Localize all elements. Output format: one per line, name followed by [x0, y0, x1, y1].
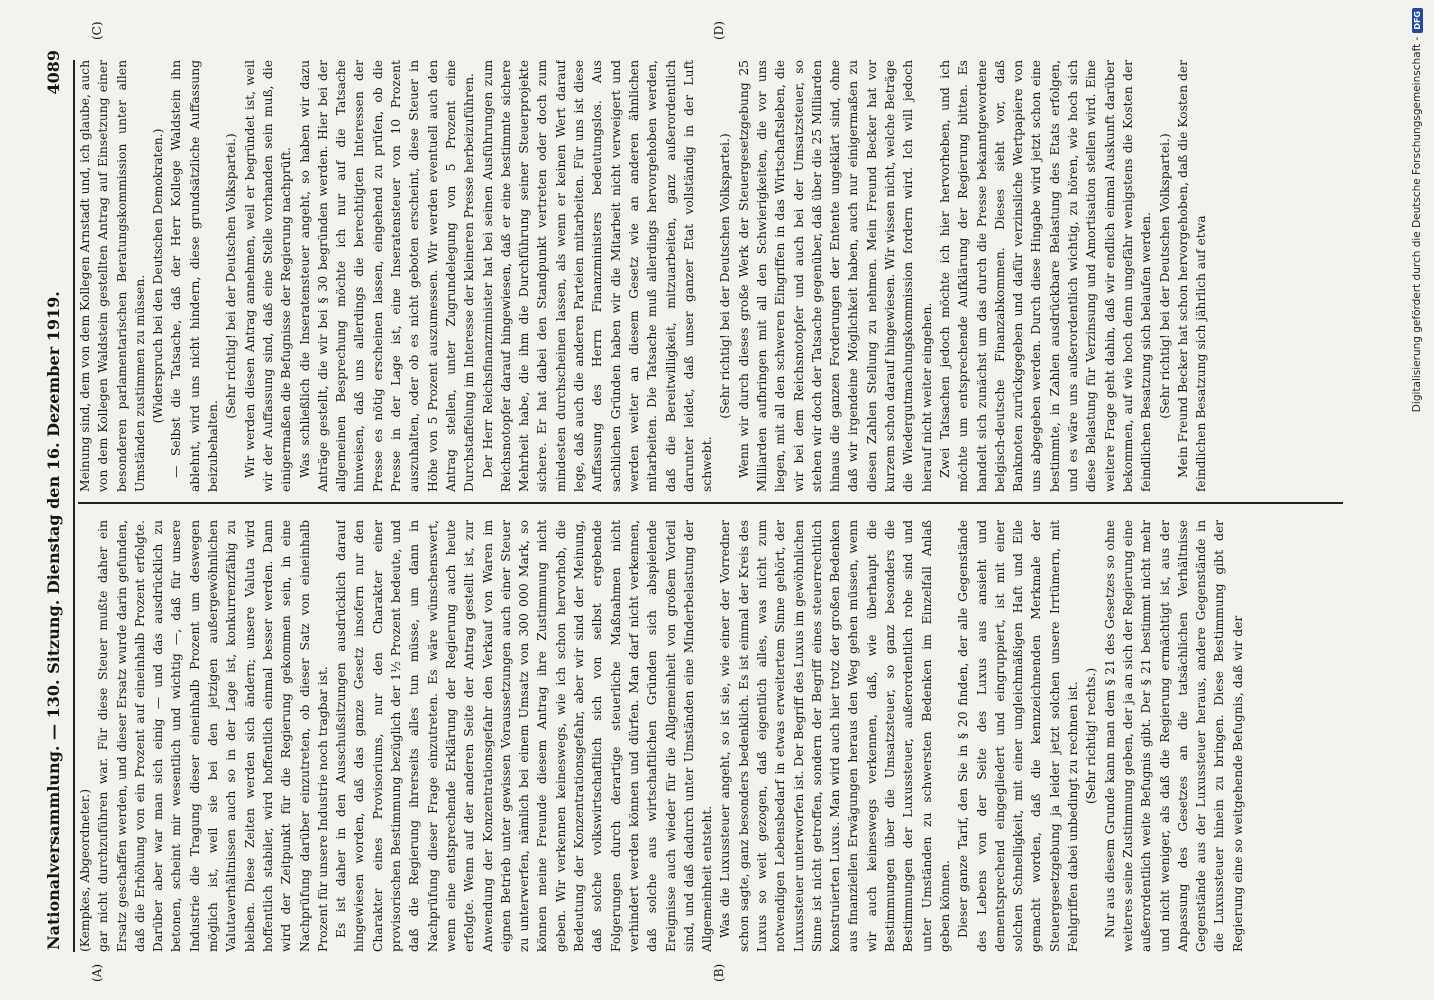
paragraph: Der Herr Reichsfinanzminister hat bei seinen Ausführungen zum Reichsnotopfer darauf hingewiesen, daß er eine bestimmte sichere Mehrheit habe, die ihm die Durchführung seiner Steuerprojekte sichere. Er hat dabei den Standpunkt vertreten oder doch zum mindesten durchscheinen lassen, als wenn er keinen Wert darauf lege, daß auch die anderen Parteien mitarbeiten. Für uns ist diese Auffassung des Herrn Finanzministers bedeutungslos. Aus sachlichen Gründen haben wir die Mitarbeit nicht verweigert und werden weiter an diesem Gesetz wie an anderen ähnlichen mitarbeiten. Die Tatsache muß allerdings hervorgehoben werden, daß die Bereitwilligkeit, mitzuarbeiten, ganz außerordentlich darunter leidet, daß unser ganzer Etat vollständig in der Luft schwebt.	[480, 60, 715, 492]
interjection: (Widerspruch bei den Deutschen Demokraten.)	[151, 128, 166, 424]
paragraph: (Kempkes, Abgeordneter.)	[78, 788, 92, 952]
digitization-watermark	[1402, 8, 1432, 992]
paragraph: Was die Luxussteuer angeht, so ist sie, wie einer der Vorredner schon sagte, ganz besonders bedenklich. Es ist einmal der Kreis des Luxus so weit gezogen, daß eigentlich alles, was nicht zum notwendigen Lebensbedarf in etwas erweitertem Sinne gehört, der Luxussteuer unterworfen ist. Der Begriff des Luxus im gewöhnlichen Sinne ist nicht getroffen, sondern der Begriff eines steuerrechtlich konstruierten Luxus. Man wird auch hier trotz der großen Bedenken aus finanziellen Erwägungen heraus den Weg gehen müssen, wenn wir auch keineswegs verkennen, daß, wie überhaupt die Bestimmungen über die Umsatzsteuer, so ganz besonders die Bestimmungen der Luxussteuer, außerordentlich rohe sind und unter Umständen zu schwersten Bedenken im Einzelfall Anlaß geben können.	[718, 520, 952, 952]
section-marker-c: (C)	[90, 21, 104, 40]
section-marker-d: (D)	[712, 21, 726, 40]
paragraph: Wenn wir durch dieses große Werk der Steuergesetzgebung 25 Milliarden aufbringen mit all den Schwierigkeiten, die vor uns liegen, mit all den schweren Eingriffen in das Wirtschaftsleben, die wir bei dem Reichsnotopfer und auch bei der Umsatzsteuer, so stehen wir doch der Tatsache gegenüber, daß über die 25 Milliarden hinaus die ganzen Forderungen der Entente ungeklärt sind, ohne daß wir irgendeine Möglichkeit haben, auch nur einigermaßen zu diesen Zahlen Stellung zu nehmen. Mein Freund Becker hat vor kurzem schon darauf hingewiesen. Wir wissen nicht, welche Beträge die Wiedergutmachungskommission fordern wird. Ich will jedoch hierauf nicht weiter eingehen.	[736, 60, 934, 492]
paragraph: Zwei Tatsachen jedoch möchte ich hier hervorheben, und ich möchte um entsprechende Aufklärung der Regierung bitten. Es handelt sich zunächst um das durch die Presse bekanntgewordene belgisch-deutsche Finanzabkommen. Dieses sieht vor, daß Banknoten zurückgegeben und dafür verzinsliche Wertpapiere von uns abgegeben werden. Durch diese Hingabe wird jetzt schon eine bestimmte, in Zahlen ausdrückbare Belastung des Etats erfolgen, und es wäre uns außerordentlich wichtig, zu hören, wie hoch sich diese Belastung für Verzinsung und Amortisation stellen wird. Eine weitere Frage geht dahin, daß wir endlich einmal Auskunft darüber bekommen, auf wie hoch denn ungefähr wenigstens die Kosten der feindlichen Besatzung sich belaufen werden.	[937, 60, 1154, 492]
column-divider	[78, 503, 1343, 505]
dfg-logo-icon: DFG	[1412, 8, 1423, 33]
paragraph: Dieser ganze Tarif, den Sie in § 20 finden, der alle Gegenstände des Lebens von der Seite des Luxus aus ansieht und dementsprechend eingegliedert und eingruppiert, ist mit einer solchen Schnelligkeit, mit einer ungleichmäßigen Haft und Eile gemacht worden, daß die kennzeichnenden Merkmale der Steuergesetzgebung ja leider jetzt solchen unsere Irrtümern, mit Fehlgriffen dabei unbedingt zu rechnen ist.	[956, 520, 1081, 952]
header-rule	[73, 60, 75, 952]
paragraph: Wir werden diesen Antrag annehmen, weil er begründet ist, weil wir der Auffassung sind, daß eine Stelle vorhanden sein muß, die einigermaßen die Befugnisse der Regierung nachprüft.	[242, 60, 294, 492]
page-number: 4089	[44, 50, 63, 95]
watermark-text: Digitalisierung gefördert durch die Deutsche Forschungsgemeinschaft -	[1411, 36, 1423, 413]
section-marker-b: (B)	[712, 963, 726, 982]
interjection: (Sehr richtig! bei der Deutschen Volkspartei.)	[224, 133, 239, 419]
interjection: (Sehr richtig! rechts.)	[1084, 667, 1099, 805]
paragraph: Es ist daher in den Ausschußsitzungen ausdrücklich darauf hingewiesen worden, daß das ganze Gesetz insofern nur den Charakter eines Provisoriums, nur den Charakter einer provisorischen Bestimmung bezüglich der 1½ Prozent bedeute, und daß die Regierung ihrerseits alles tun müsse, um dann in Nachprüfung dieser Frage einzutreten. Es wäre wünschenswert, wenn eine entsprechende Erklärung der Regierung auch heute erfolgte. Wenn auf der anderen Seite der Antrag gestellt ist, zur Anwendung der Konzentrationsgefahr den Verkauf von Waren im eignen Betrieb unter gewissen Voraussetzungen auch einer Steuer zu unterwerfen, nämlich bei einem Umsatz von 300 000 Mark, so können meine Freunde diesem Antrag ihre Zustimmung nicht geben. Wir verkennen keineswegs, wie ich schon hervorhob, die Bedeutung der Konzentrationsgefahr, aber wir sind der Meinung, daß solche volkswirtschaftlich sich von selbst ergebende Folgerungen durch derartige steuerliche Maßnahmen nicht verhindert werden können und dürfen. Man darf nicht verkennen, daß solche aus wirtschaftlichen Gründen sich abspielende Ereignisse auch wieder für die Allgemeinheit von großem Vorteil sind, und daß dadurch unter Umständen eine Minderbelastung der Allgemeinheit entsteht.	[334, 520, 715, 952]
paragraph: Nur aus diesem Grunde kann man dem § 21 des Gesetzes so ohne weiteres seine Zustimmung geben, der ja an sich der Regierung eine außerordentlich weite Befugnis gibt. Der § 21 bestimmt nicht mehr und nicht weniger, als daß die Regierung ermächtigt ist, aus der Anpassung des Gesetzes an die tatsächlichen Verhältnisse Gegenstände aus der Luxussteuer heraus, andere Gegenstände in die Luxussteuer hinein zu bringen. Diese Bestimmung gibt der Regierung eine so weitgehende Befugnis, daß wir der	[1102, 520, 1245, 952]
page-header	[40, 40, 70, 960]
paragraph: Was schließlich die Inseratensteuer angeht, so haben wir dazu Anträge gestellt, die wir bei § 30 begründen werden. Hier bei der allgemeinen Besprechung möchte ich nur auf die Tatsache hinweisen, daß uns allerdings die berechtigten Interessen der Presse es nötig erscheinen lassen, eingehend zu prüfen, ob die Presse in der Lage ist, eine Inseratensteuer von 10 Prozent auszuhalten, oder ob es nicht geboten erscheint, diese Steuer in Höhe von 5 Prozent auszumessen. Wir werden eventuell auch den Antrag stellen, unter Zugrundelegung von 5 Prozent eine Durchstaffelung im Interesse der kleineren Presse herbeizuführen.	[297, 60, 477, 492]
header-title: Nationalversammlung. — 130. Sitzung. Dienstag den 16. Dezember 1919.	[44, 291, 63, 950]
paragraph: gar nicht durchzuführen war. Für diese Steuer mußte daher ein Ersatz geschaffen werden, und dieser Ersatz wurde darin gefunden, daß die Erhöhung von ein Prozent auf eineinhalb Prozent erfolgte. Darüber aber war man sich einig — und das ausdrücklich zu betonen, scheint mir wesentlich und wichtig —, daß für unsere Industrie die Tragung dieser eineinhalb Prozent um deswegen möglich ist, weil sie bei den jetzigen außergewöhnlichen Valutaverhältnissen auch so in der Lage ist, konkurrenzfähig zu bleiben. Diese Zeiten werden sich ändern; unsere Valuta wird hoffentlich stabiler, wird hoffentlich einmal besser werden. Dann wird der Zeitpunkt für die Regierung gekommen sein, in eine Nachprüfung darüber einzutreten, ob dieser Satz von eineinhalb Prozent für unsere Industrie noch tragbar ist.	[96, 520, 330, 952]
paragraph: — Selbst die Tatsache, daß der Herr Kollege Waldstein ihn ablehnt, wird uns nicht hindern, diese grundsätzliche Auffassung beizubehalten.	[169, 60, 221, 492]
paragraph: Meinung sind, dem von dem Kollegen Arnstadt und, ich glaube, auch von dem Kollegen Waldstein gestellten Antrag auf Einsetzung einer besonderen parlamentarischen Beratungskommission unter allen Umständen zustimmen zu müssen.	[78, 60, 147, 492]
right-column	[76, 60, 1346, 492]
interjection: (Sehr richtig! bei der Deutschen Volkspartei.)	[1157, 133, 1172, 419]
section-marker-a: (A)	[90, 963, 104, 982]
paragraph: Mein Freund Becker hat schon hervorgehoben, daß die Kosten der feindlichen Besatzung sich jährlich auf etwa	[1175, 60, 1209, 492]
left-column	[76, 520, 1346, 952]
interjection: (Sehr richtig! bei der Deutschen Volkspartei.)	[718, 133, 733, 419]
